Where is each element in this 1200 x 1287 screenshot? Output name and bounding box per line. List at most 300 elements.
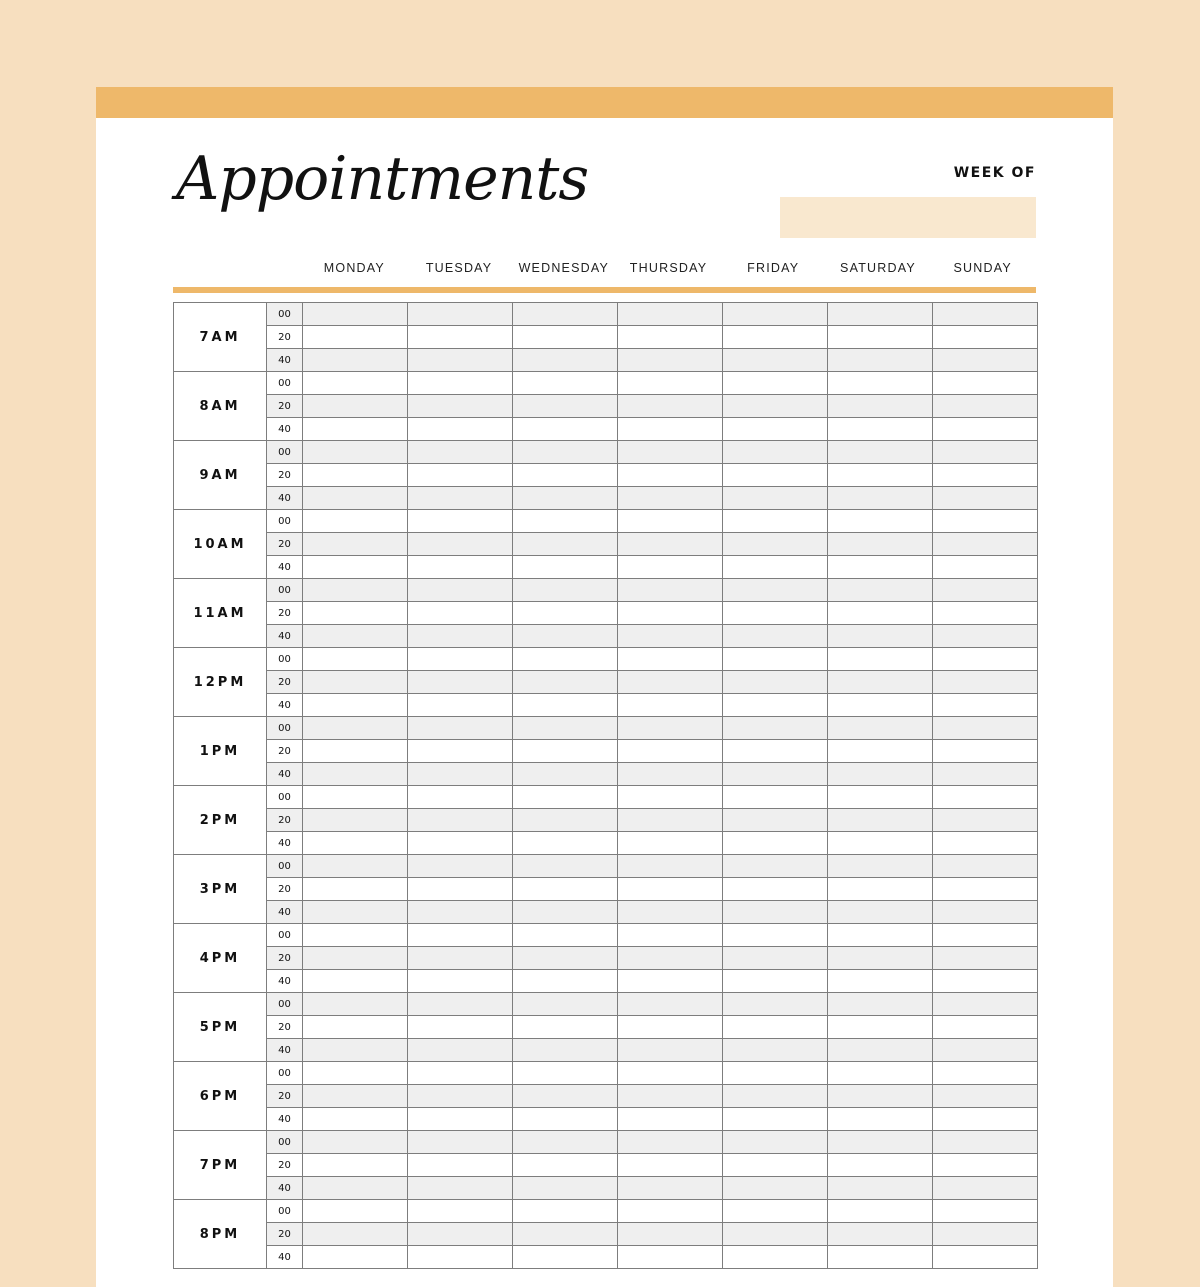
- appointment-cell-sunday[interactable]: [933, 464, 1038, 487]
- appointment-cell-wednesday[interactable]: [513, 1108, 618, 1131]
- appointment-cell-saturday[interactable]: [828, 671, 933, 694]
- appointment-cell-sunday[interactable]: [933, 487, 1038, 510]
- appointment-cell-thursday[interactable]: [618, 1223, 723, 1246]
- appointment-cell-wednesday[interactable]: [513, 1039, 618, 1062]
- appointment-cell-friday[interactable]: [723, 809, 828, 832]
- appointment-cell-friday[interactable]: [723, 901, 828, 924]
- appointment-cell-tuesday[interactable]: [408, 694, 513, 717]
- appointment-cell-friday[interactable]: [723, 1200, 828, 1223]
- appointment-cell-sunday[interactable]: [933, 1016, 1038, 1039]
- appointment-cell-friday[interactable]: [723, 487, 828, 510]
- appointment-cell-wednesday[interactable]: [513, 694, 618, 717]
- appointment-cell-sunday[interactable]: [933, 372, 1038, 395]
- appointment-cell-tuesday[interactable]: [408, 924, 513, 947]
- appointment-cell-sunday[interactable]: [933, 970, 1038, 993]
- appointment-cell-wednesday[interactable]: [513, 878, 618, 901]
- appointment-cell-wednesday[interactable]: [513, 1131, 618, 1154]
- appointment-cell-saturday[interactable]: [828, 901, 933, 924]
- appointment-cell-thursday[interactable]: [618, 625, 723, 648]
- appointment-cell-tuesday[interactable]: [408, 1154, 513, 1177]
- appointment-cell-saturday[interactable]: [828, 464, 933, 487]
- minute-label: 20: [267, 1016, 303, 1039]
- appointment-cell-thursday[interactable]: [618, 970, 723, 993]
- appointment-cell-sunday[interactable]: [933, 303, 1038, 326]
- appointment-cell-wednesday[interactable]: [513, 625, 618, 648]
- appointment-cell-sunday[interactable]: [933, 1246, 1038, 1269]
- appointment-cell-monday[interactable]: [303, 993, 408, 1016]
- appointment-cell-sunday[interactable]: [933, 418, 1038, 441]
- appointment-cell-wednesday[interactable]: [513, 1062, 618, 1085]
- appointment-cell-monday[interactable]: [303, 694, 408, 717]
- appointment-cell-tuesday[interactable]: [408, 1131, 513, 1154]
- appointment-cell-sunday[interactable]: [933, 924, 1038, 947]
- appointment-cell-monday[interactable]: [303, 970, 408, 993]
- appointment-cell-friday[interactable]: [723, 924, 828, 947]
- appointment-cell-monday[interactable]: [303, 832, 408, 855]
- appointment-cell-monday[interactable]: [303, 763, 408, 786]
- appointment-cell-tuesday[interactable]: [408, 372, 513, 395]
- appointment-cell-thursday[interactable]: [618, 832, 723, 855]
- appointment-cell-wednesday[interactable]: [513, 717, 618, 740]
- appointment-cell-sunday[interactable]: [933, 832, 1038, 855]
- appointment-cell-thursday[interactable]: [618, 1131, 723, 1154]
- appointment-cell-friday[interactable]: [723, 763, 828, 786]
- appointment-cell-saturday[interactable]: [828, 1108, 933, 1131]
- appointment-cell-sunday[interactable]: [933, 441, 1038, 464]
- appointment-cell-sunday[interactable]: [933, 510, 1038, 533]
- appointment-cell-sunday[interactable]: [933, 349, 1038, 372]
- appointment-cell-wednesday[interactable]: [513, 487, 618, 510]
- appointment-cell-sunday[interactable]: [933, 556, 1038, 579]
- week-of-field[interactable]: [780, 197, 1036, 238]
- appointment-cell-sunday[interactable]: [933, 625, 1038, 648]
- appointment-cell-saturday[interactable]: [828, 694, 933, 717]
- appointment-cell-sunday[interactable]: [933, 579, 1038, 602]
- time-slot-row: [174, 1200, 1038, 1223]
- appointment-cell-saturday[interactable]: [828, 395, 933, 418]
- appointment-cell-friday[interactable]: [723, 855, 828, 878]
- appointment-cell-tuesday[interactable]: [408, 901, 513, 924]
- appointment-cell-saturday[interactable]: [828, 533, 933, 556]
- appointment-cell-monday[interactable]: [303, 464, 408, 487]
- appointment-cell-monday[interactable]: [303, 947, 408, 970]
- appointment-cell-monday[interactable]: [303, 1246, 408, 1269]
- appointment-cell-thursday[interactable]: [618, 579, 723, 602]
- appointment-cell-tuesday[interactable]: [408, 395, 513, 418]
- appointment-cell-saturday[interactable]: [828, 855, 933, 878]
- appointment-cell-saturday[interactable]: [828, 1246, 933, 1269]
- appointment-cell-friday[interactable]: [723, 464, 828, 487]
- appointment-cell-thursday[interactable]: [618, 602, 723, 625]
- appointment-cell-wednesday[interactable]: [513, 970, 618, 993]
- appointment-cell-monday[interactable]: [303, 1200, 408, 1223]
- appointment-cell-saturday[interactable]: [828, 579, 933, 602]
- appointment-cell-monday[interactable]: [303, 1085, 408, 1108]
- appointment-cell-friday[interactable]: [723, 349, 828, 372]
- appointment-cell-tuesday[interactable]: [408, 878, 513, 901]
- appointment-cell-wednesday[interactable]: [513, 510, 618, 533]
- appointment-cell-wednesday[interactable]: [513, 809, 618, 832]
- appointment-cell-friday[interactable]: [723, 786, 828, 809]
- appointment-cell-monday[interactable]: [303, 418, 408, 441]
- appointment-cell-sunday[interactable]: [933, 947, 1038, 970]
- appointment-cell-thursday[interactable]: [618, 901, 723, 924]
- appointment-cell-monday[interactable]: [303, 855, 408, 878]
- appointment-cell-tuesday[interactable]: [408, 855, 513, 878]
- appointment-cell-thursday[interactable]: [618, 1200, 723, 1223]
- appointment-cell-friday[interactable]: [723, 303, 828, 326]
- appointment-cell-sunday[interactable]: [933, 809, 1038, 832]
- appointment-cell-tuesday[interactable]: [408, 441, 513, 464]
- appointment-cell-thursday[interactable]: [618, 947, 723, 970]
- appointment-cell-friday[interactable]: [723, 1085, 828, 1108]
- appointment-cell-friday[interactable]: [723, 1223, 828, 1246]
- appointment-cell-tuesday[interactable]: [408, 740, 513, 763]
- appointment-cell-monday[interactable]: [303, 533, 408, 556]
- appointment-cell-saturday[interactable]: [828, 924, 933, 947]
- appointment-cell-tuesday[interactable]: [408, 1223, 513, 1246]
- appointment-cell-friday[interactable]: [723, 1154, 828, 1177]
- appointment-cell-wednesday[interactable]: [513, 1085, 618, 1108]
- appointment-cell-friday[interactable]: [723, 878, 828, 901]
- appointment-cell-monday[interactable]: [303, 326, 408, 349]
- appointment-cell-wednesday[interactable]: [513, 418, 618, 441]
- appointment-cell-wednesday[interactable]: [513, 303, 618, 326]
- appointment-cell-wednesday[interactable]: [513, 740, 618, 763]
- appointment-cell-tuesday[interactable]: [408, 1177, 513, 1200]
- appointment-cell-sunday[interactable]: [933, 1200, 1038, 1223]
- appointment-cell-wednesday[interactable]: [513, 326, 618, 349]
- appointment-cell-monday[interactable]: [303, 1223, 408, 1246]
- appointment-cell-tuesday[interactable]: [408, 1039, 513, 1062]
- appointment-cell-thursday[interactable]: [618, 556, 723, 579]
- appointment-cell-sunday[interactable]: [933, 993, 1038, 1016]
- appointment-cell-friday[interactable]: [723, 418, 828, 441]
- appointment-cell-monday[interactable]: [303, 602, 408, 625]
- appointment-cell-saturday[interactable]: [828, 1223, 933, 1246]
- appointment-cell-wednesday[interactable]: [513, 1154, 618, 1177]
- appointment-cell-wednesday[interactable]: [513, 1246, 618, 1269]
- appointment-cell-thursday[interactable]: [618, 349, 723, 372]
- appointment-cell-thursday[interactable]: [618, 1108, 723, 1131]
- appointment-cell-friday[interactable]: [723, 947, 828, 970]
- time-slot-row: [174, 993, 1038, 1016]
- appointment-cell-sunday[interactable]: [933, 717, 1038, 740]
- appointment-cell-thursday[interactable]: [618, 1085, 723, 1108]
- appointment-cell-thursday[interactable]: [618, 648, 723, 671]
- appointment-cell-saturday[interactable]: [828, 1062, 933, 1085]
- appointment-cell-thursday[interactable]: [618, 763, 723, 786]
- appointment-cell-thursday[interactable]: [618, 395, 723, 418]
- appointment-cell-saturday[interactable]: [828, 372, 933, 395]
- appointment-cell-tuesday[interactable]: [408, 832, 513, 855]
- appointment-cell-thursday[interactable]: [618, 418, 723, 441]
- appointment-cell-tuesday[interactable]: [408, 809, 513, 832]
- appointment-cell-friday[interactable]: [723, 993, 828, 1016]
- appointment-cell-monday[interactable]: [303, 579, 408, 602]
- appointment-cell-wednesday[interactable]: [513, 372, 618, 395]
- appointment-cell-tuesday[interactable]: [408, 786, 513, 809]
- appointment-cell-wednesday[interactable]: [513, 763, 618, 786]
- appointment-cell-wednesday[interactable]: [513, 947, 618, 970]
- appointment-cell-wednesday[interactable]: [513, 395, 618, 418]
- appointment-cell-saturday[interactable]: [828, 1085, 933, 1108]
- appointment-cell-thursday[interactable]: [618, 809, 723, 832]
- appointment-cell-tuesday[interactable]: [408, 1062, 513, 1085]
- appointment-cell-friday[interactable]: [723, 1108, 828, 1131]
- appointment-cell-saturday[interactable]: [828, 1039, 933, 1062]
- appointment-cell-saturday[interactable]: [828, 648, 933, 671]
- appointment-cell-thursday[interactable]: [618, 694, 723, 717]
- appointment-cell-saturday[interactable]: [828, 556, 933, 579]
- appointment-cell-thursday[interactable]: [618, 924, 723, 947]
- appointment-cell-wednesday[interactable]: [513, 832, 618, 855]
- appointment-cell-saturday[interactable]: [828, 349, 933, 372]
- appointment-cell-friday[interactable]: [723, 1246, 828, 1269]
- appointment-cell-friday[interactable]: [723, 832, 828, 855]
- appointment-cell-tuesday[interactable]: [408, 303, 513, 326]
- appointment-cell-wednesday[interactable]: [513, 1177, 618, 1200]
- appointment-cell-wednesday[interactable]: [513, 464, 618, 487]
- appointment-cell-wednesday[interactable]: [513, 993, 618, 1016]
- appointment-cell-thursday[interactable]: [618, 717, 723, 740]
- appointment-cell-sunday[interactable]: [933, 533, 1038, 556]
- appointment-cell-tuesday[interactable]: [408, 349, 513, 372]
- appointment-cell-monday[interactable]: [303, 1131, 408, 1154]
- appointment-cell-tuesday[interactable]: [408, 970, 513, 993]
- appointment-cell-monday[interactable]: [303, 901, 408, 924]
- appointment-cell-thursday[interactable]: [618, 510, 723, 533]
- appointment-cell-thursday[interactable]: [618, 326, 723, 349]
- appointment-cell-thursday[interactable]: [618, 487, 723, 510]
- appointment-cell-friday[interactable]: [723, 326, 828, 349]
- appointment-cell-wednesday[interactable]: [513, 671, 618, 694]
- appointment-cell-thursday[interactable]: [618, 1062, 723, 1085]
- appointment-cell-monday[interactable]: [303, 924, 408, 947]
- appointment-cell-wednesday[interactable]: [513, 786, 618, 809]
- appointment-cell-tuesday[interactable]: [408, 763, 513, 786]
- appointment-cell-saturday[interactable]: [828, 786, 933, 809]
- appointment-cell-wednesday[interactable]: [513, 648, 618, 671]
- appointment-cell-saturday[interactable]: [828, 717, 933, 740]
- appointment-cell-tuesday[interactable]: [408, 1108, 513, 1131]
- appointment-cell-saturday[interactable]: [828, 602, 933, 625]
- appointment-cell-sunday[interactable]: [933, 1085, 1038, 1108]
- appointment-cell-sunday[interactable]: [933, 1177, 1038, 1200]
- appointment-cell-thursday[interactable]: [618, 533, 723, 556]
- appointment-cell-saturday[interactable]: [828, 809, 933, 832]
- appointment-cell-monday[interactable]: [303, 487, 408, 510]
- appointment-cell-friday[interactable]: [723, 1062, 828, 1085]
- appointment-cell-friday[interactable]: [723, 1016, 828, 1039]
- appointment-cell-thursday[interactable]: [618, 303, 723, 326]
- appointment-cell-thursday[interactable]: [618, 671, 723, 694]
- appointment-cell-friday[interactable]: [723, 441, 828, 464]
- appointment-cell-sunday[interactable]: [933, 648, 1038, 671]
- appointment-cell-friday[interactable]: [723, 372, 828, 395]
- appointment-cell-monday[interactable]: [303, 395, 408, 418]
- appointment-cell-saturday[interactable]: [828, 763, 933, 786]
- appointment-cell-wednesday[interactable]: [513, 1200, 618, 1223]
- appointment-cell-wednesday[interactable]: [513, 556, 618, 579]
- appointment-cell-monday[interactable]: [303, 671, 408, 694]
- appointment-cell-friday[interactable]: [723, 1177, 828, 1200]
- appointment-cell-saturday[interactable]: [828, 740, 933, 763]
- appointment-cell-monday[interactable]: [303, 809, 408, 832]
- appointment-cell-friday[interactable]: [723, 648, 828, 671]
- appointment-cell-saturday[interactable]: [828, 418, 933, 441]
- appointment-cell-tuesday[interactable]: [408, 487, 513, 510]
- appointment-cell-saturday[interactable]: [828, 1177, 933, 1200]
- appointment-cell-sunday[interactable]: [933, 326, 1038, 349]
- appointment-cell-saturday[interactable]: [828, 1016, 933, 1039]
- appointment-cell-sunday[interactable]: [933, 1062, 1038, 1085]
- appointment-cell-wednesday[interactable]: [513, 533, 618, 556]
- appointment-cell-friday[interactable]: [723, 533, 828, 556]
- appointment-cell-tuesday[interactable]: [408, 1246, 513, 1269]
- appointment-cell-wednesday[interactable]: [513, 349, 618, 372]
- appointment-cell-saturday[interactable]: [828, 1200, 933, 1223]
- appointment-cell-friday[interactable]: [723, 579, 828, 602]
- appointment-cell-thursday[interactable]: [618, 855, 723, 878]
- appointment-cell-tuesday[interactable]: [408, 717, 513, 740]
- appointment-cell-wednesday[interactable]: [513, 1223, 618, 1246]
- appointment-cell-thursday[interactable]: [618, 993, 723, 1016]
- appointment-cell-friday[interactable]: [723, 671, 828, 694]
- appointment-cell-thursday[interactable]: [618, 1246, 723, 1269]
- appointment-cell-friday[interactable]: [723, 1131, 828, 1154]
- appointment-cell-saturday[interactable]: [828, 487, 933, 510]
- appointment-cell-monday[interactable]: [303, 510, 408, 533]
- appointment-cell-friday[interactable]: [723, 970, 828, 993]
- appointment-cell-monday[interactable]: [303, 556, 408, 579]
- appointment-cell-sunday[interactable]: [933, 602, 1038, 625]
- appointment-cell-tuesday[interactable]: [408, 993, 513, 1016]
- appointment-cell-wednesday[interactable]: [513, 901, 618, 924]
- appointment-cell-saturday[interactable]: [828, 878, 933, 901]
- appointment-cell-friday[interactable]: [723, 602, 828, 625]
- appointment-cell-monday[interactable]: [303, 372, 408, 395]
- appointment-cell-monday[interactable]: [303, 740, 408, 763]
- appointment-cell-sunday[interactable]: [933, 694, 1038, 717]
- minute-label: 40: [267, 1108, 303, 1131]
- appointment-cell-tuesday[interactable]: [408, 579, 513, 602]
- appointment-cell-sunday[interactable]: [933, 740, 1038, 763]
- appointment-cell-sunday[interactable]: [933, 1108, 1038, 1131]
- appointment-cell-thursday[interactable]: [618, 1154, 723, 1177]
- appointment-cell-monday[interactable]: [303, 648, 408, 671]
- appointment-cell-thursday[interactable]: [618, 878, 723, 901]
- appointment-cell-tuesday[interactable]: [408, 418, 513, 441]
- appointment-cell-monday[interactable]: [303, 625, 408, 648]
- appointment-cell-tuesday[interactable]: [408, 326, 513, 349]
- appointment-cell-thursday[interactable]: [618, 464, 723, 487]
- appointment-cell-saturday[interactable]: [828, 947, 933, 970]
- appointment-cell-wednesday[interactable]: [513, 441, 618, 464]
- appointment-cell-monday[interactable]: [303, 1154, 408, 1177]
- appointment-cell-friday[interactable]: [723, 740, 828, 763]
- appointment-cell-sunday[interactable]: [933, 1223, 1038, 1246]
- appointment-cell-monday[interactable]: [303, 349, 408, 372]
- appointment-cell-wednesday[interactable]: [513, 855, 618, 878]
- appointment-cell-wednesday[interactable]: [513, 924, 618, 947]
- appointment-cell-thursday[interactable]: [618, 786, 723, 809]
- appointment-cell-monday[interactable]: [303, 786, 408, 809]
- appointment-cell-sunday[interactable]: [933, 1154, 1038, 1177]
- appointment-cell-tuesday[interactable]: [408, 1016, 513, 1039]
- appointment-cell-tuesday[interactable]: [408, 625, 513, 648]
- appointment-cell-friday[interactable]: [723, 625, 828, 648]
- appointment-cell-thursday[interactable]: [618, 1016, 723, 1039]
- appointment-cell-sunday[interactable]: [933, 671, 1038, 694]
- appointment-cell-friday[interactable]: [723, 556, 828, 579]
- appointment-cell-tuesday[interactable]: [408, 533, 513, 556]
- appointment-cell-monday[interactable]: [303, 1177, 408, 1200]
- appointment-cell-tuesday[interactable]: [408, 671, 513, 694]
- appointment-cell-friday[interactable]: [723, 510, 828, 533]
- appointment-cell-thursday[interactable]: [618, 740, 723, 763]
- appointment-cell-saturday[interactable]: [828, 970, 933, 993]
- appointment-cell-monday[interactable]: [303, 303, 408, 326]
- appointment-cell-tuesday[interactable]: [408, 556, 513, 579]
- appointment-cell-wednesday[interactable]: [513, 1016, 618, 1039]
- appointment-cell-tuesday[interactable]: [408, 947, 513, 970]
- appointment-cell-monday[interactable]: [303, 1108, 408, 1131]
- appointment-cell-tuesday[interactable]: [408, 1085, 513, 1108]
- appointment-cell-monday[interactable]: [303, 1039, 408, 1062]
- appointment-cell-thursday[interactable]: [618, 1039, 723, 1062]
- appointment-cell-saturday[interactable]: [828, 1154, 933, 1177]
- appointment-cell-saturday[interactable]: [828, 303, 933, 326]
- appointment-cell-sunday[interactable]: [933, 1039, 1038, 1062]
- appointment-cell-tuesday[interactable]: [408, 464, 513, 487]
- appointment-cell-sunday[interactable]: [933, 763, 1038, 786]
- appointment-cell-friday[interactable]: [723, 717, 828, 740]
- appointment-cell-saturday[interactable]: [828, 832, 933, 855]
- appointment-cell-sunday[interactable]: [933, 395, 1038, 418]
- appointment-cell-sunday[interactable]: [933, 1131, 1038, 1154]
- appointment-cell-saturday[interactable]: [828, 625, 933, 648]
- appointment-cell-tuesday[interactable]: [408, 510, 513, 533]
- appointment-cell-saturday[interactable]: [828, 1131, 933, 1154]
- appointment-cell-sunday[interactable]: [933, 786, 1038, 809]
- appointment-cell-saturday[interactable]: [828, 510, 933, 533]
- appointment-cell-friday[interactable]: [723, 395, 828, 418]
- appointment-cell-monday[interactable]: [303, 1062, 408, 1085]
- appointment-cell-wednesday[interactable]: [513, 579, 618, 602]
- appointment-cell-thursday[interactable]: [618, 1177, 723, 1200]
- appointment-cell-monday[interactable]: [303, 878, 408, 901]
- appointment-cell-tuesday[interactable]: [408, 1200, 513, 1223]
- appointment-cell-sunday[interactable]: [933, 855, 1038, 878]
- appointment-cell-tuesday[interactable]: [408, 602, 513, 625]
- appointment-cell-friday[interactable]: [723, 1039, 828, 1062]
- appointment-cell-friday[interactable]: [723, 694, 828, 717]
- appointment-cell-thursday[interactable]: [618, 372, 723, 395]
- appointment-cell-monday[interactable]: [303, 441, 408, 464]
- appointment-cell-sunday[interactable]: [933, 901, 1038, 924]
- appointment-cell-wednesday[interactable]: [513, 602, 618, 625]
- appointment-cell-monday[interactable]: [303, 1016, 408, 1039]
- appointment-cell-saturday[interactable]: [828, 326, 933, 349]
- appointment-cell-thursday[interactable]: [618, 441, 723, 464]
- appointment-cell-saturday[interactable]: [828, 441, 933, 464]
- minute-label: 40: [267, 556, 303, 579]
- appointment-cell-tuesday[interactable]: [408, 648, 513, 671]
- appointment-cell-sunday[interactable]: [933, 878, 1038, 901]
- appointment-cell-monday[interactable]: [303, 717, 408, 740]
- appointment-cell-saturday[interactable]: [828, 993, 933, 1016]
